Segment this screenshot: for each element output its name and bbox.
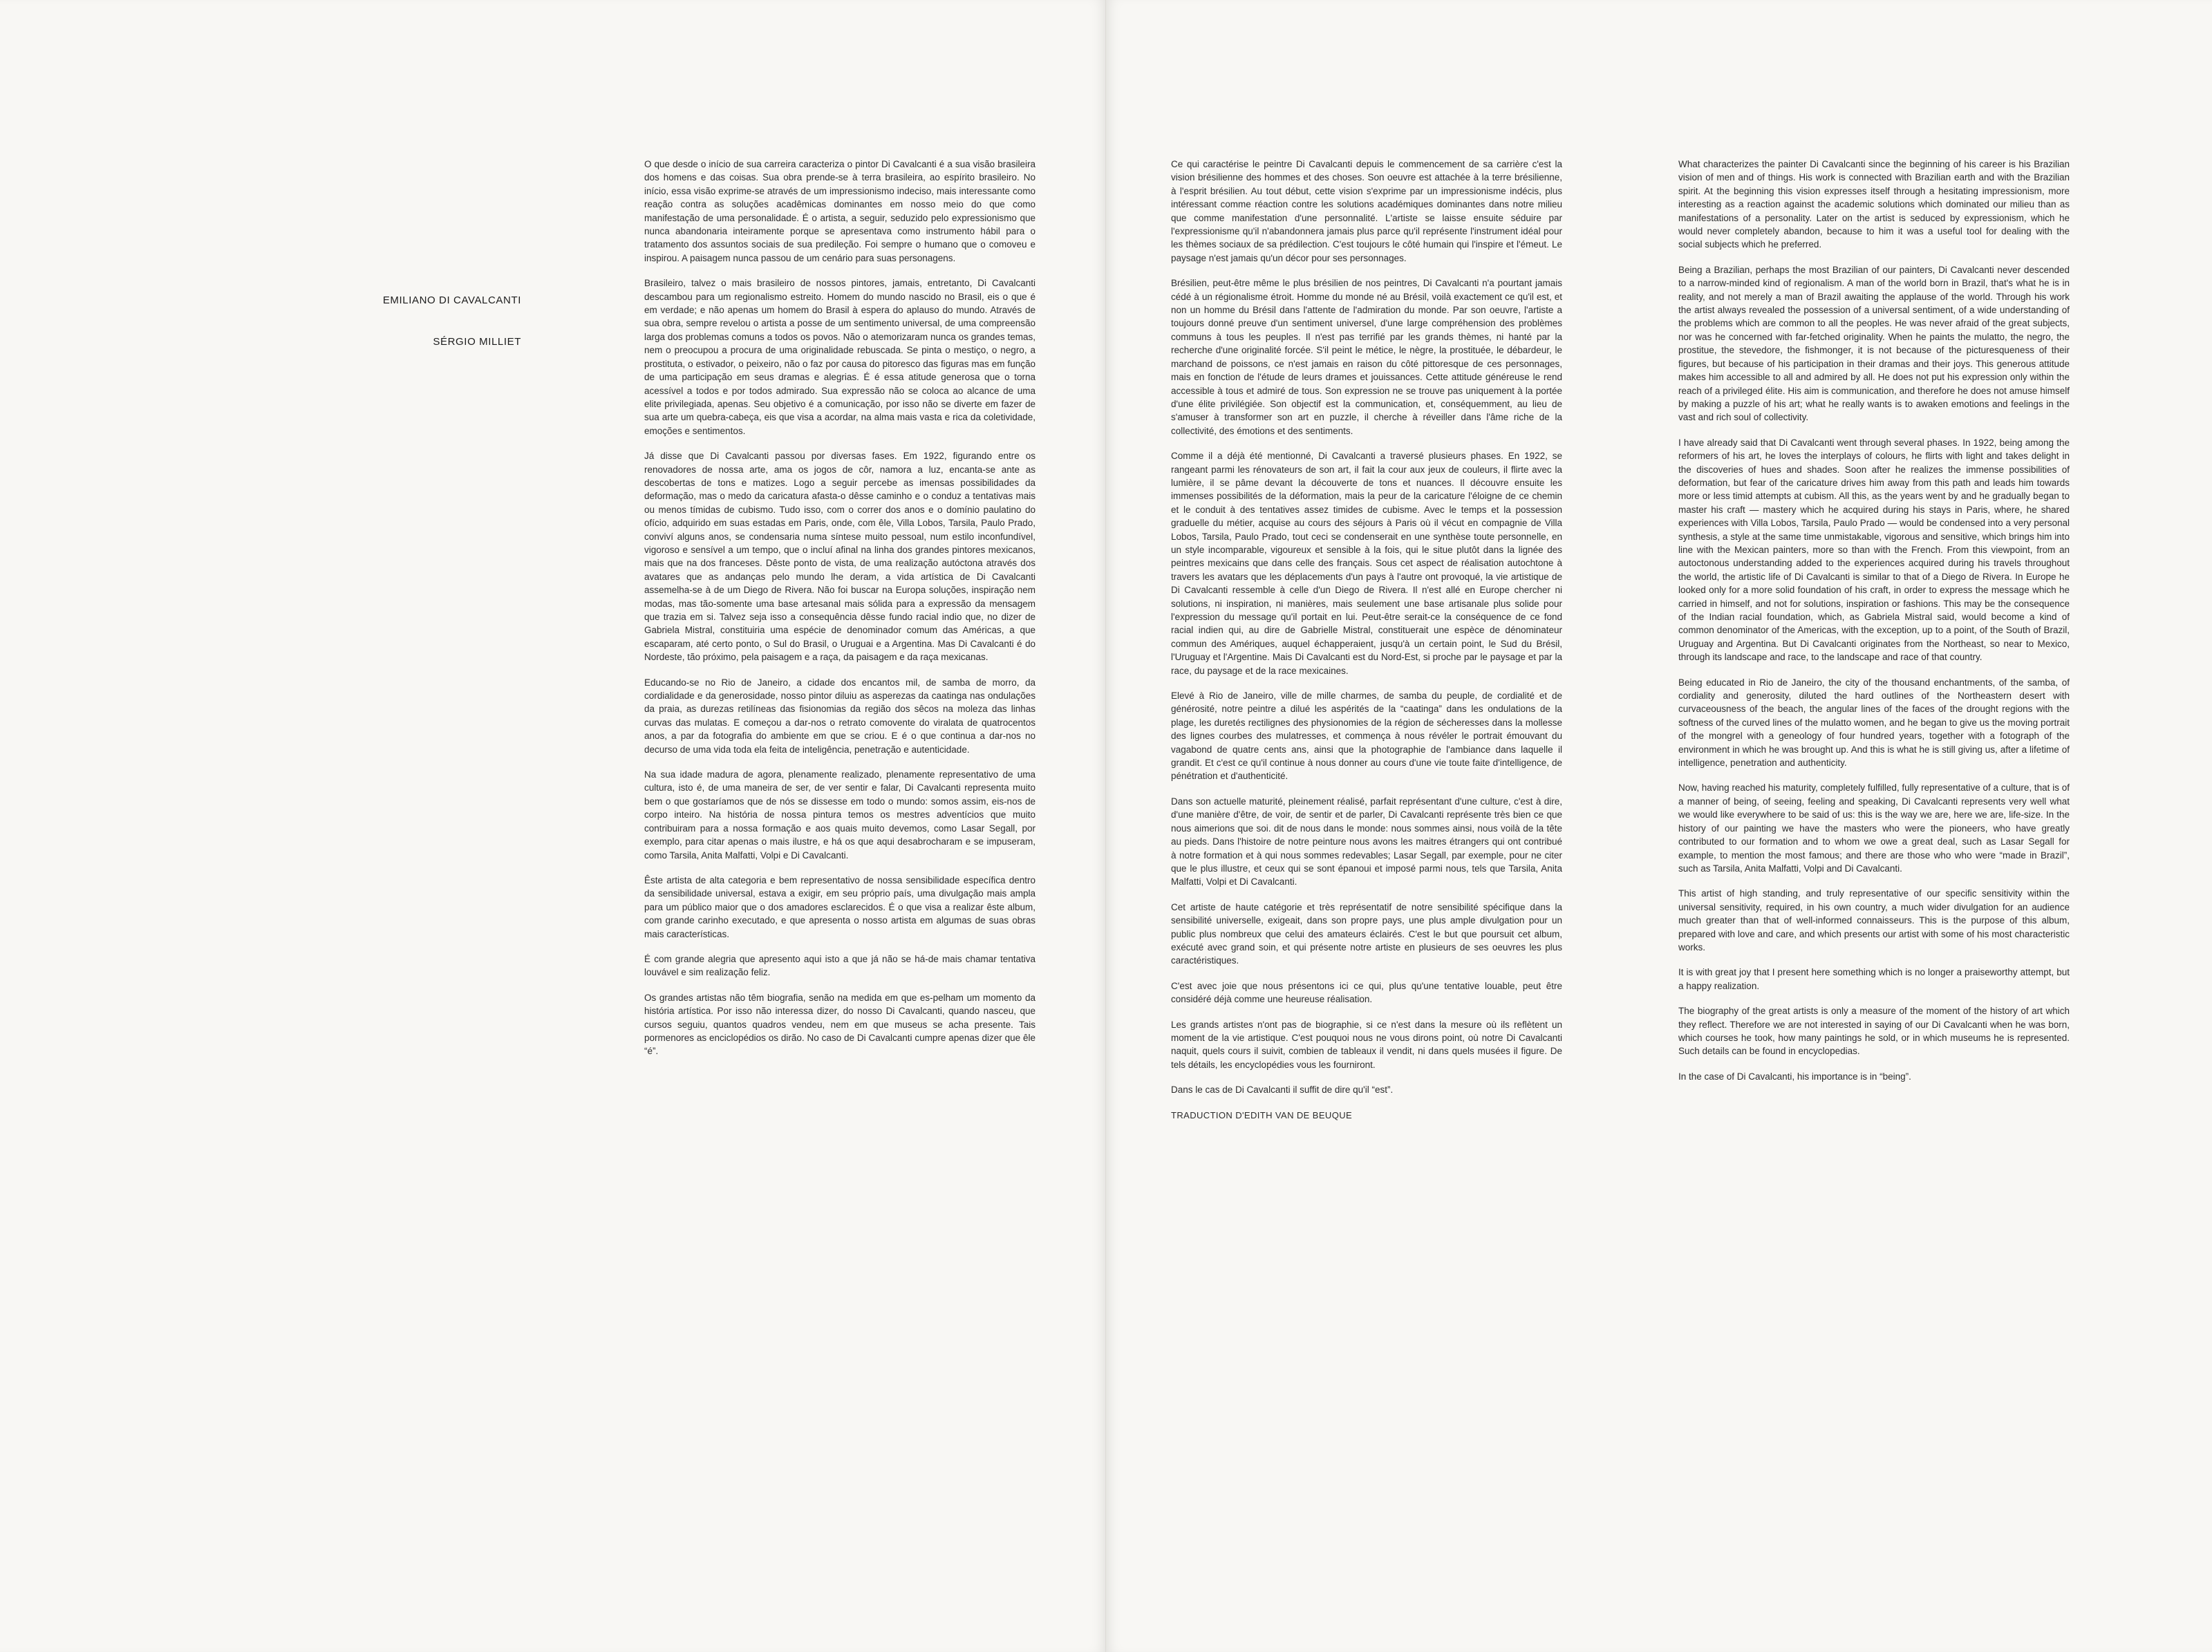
en-paragraph: In the case of Di Cavalcanti, his importance is in “being”. xyxy=(1678,1071,1911,1082)
artist-name-heading: EMILIANO DI CAVALCANTI xyxy=(382,294,521,306)
en-paragraph: Being educated in Rio de Janeiro, the city of the thousand enchantments, of the samba, of cordiality and generosity, diluted the hard outlines of the Northeastern desert with curvaceousness of the beach, the angular lines of the faces of the drought regions with the softness of the curved lines of the mulatto women, and he began to give us the moving portrait of the mongrel with a geneology of four hundred years, together with a fotograph of the environment in which he was brought up. And this is what he is still giving us, after a lifetime of intelligence, penetration and authenticity. xyxy=(1678,677,2070,769)
en-paragraph: This artist of high standing, and truly representative of our specific sensitivity within the universal sensitivity, required, in his own country, a much wider divulgation for an audience much greater than that of well-informed connaisseurs. This is the purpose of this album, prepared with love and care, and which presents our artist with some of his most characteristic works. xyxy=(1678,888,2070,952)
fr-paragraph: Brésilien, peut-être même le plus brésilien de nos peintres, Di Cavalcanti n'a pourtant jamais cédé à un régionalisme étroit. Homme du monde né au Brésil, voilà exactement ce qu'il est, et non un homme du Brésil dans l'attente de l'admiration du monde. Par son oeuvre, l'artiste a toujours donné preuve d'un sentiment universel, d'une large compréhension des problèmes communs à tous les peuples. Il n'est pas terrifié par les grands thèmes, ni hanté par la recherche d'une originalité forcée. S'il peint le métice, le nègre, la prostituée, le débardeur, le marchand de poissons, ce n'est jamais en raison du côté pittoresque de ces personnages, mais en fonction de l'étude de leurs drames et jouissances. Cette attitude généreuse le rend accessible à tous et admiré de tous. Son expression ne se trouve pas uniquement à la portée d'une élite privilégiée. Son objectif est la communication, et, conséquemment, au lieu de s'amuser à transformer son art en puzzle, il cherche à réveiller dans l'âme riche de la collectivité, des émotions et des sentiments. xyxy=(1171,278,1562,436)
fr-paragraph: Comme il a déjà été mentionné, Di Cavalcanti a traversé plusieurs phases. En 1922, se rangeant parmi les rénovateurs de son art, il fait la cour aux jeux de couleurs, il flirte avec la lumière, il se pâme devant la découverte de tons et nuances. Il découvre ensuite les immenses possibilités de la déformation, mais la peur de la caricature l'éloigne de ce chemin et le conduit à des tentatives assez timides de cubisme. Avec le temps et la possession graduelle du métier, acquise au cours des séjours à Paris où il vécut en compagnie de Villa Lobos, Tarsila, Paulo Prado, tout ceci se condenserait en une synthèse toute personnelle, en un style incomparable, vigoureux et sensible à la fois, qui le situe plutôt dans la lignée des peintres mexicains que dans celle des français. Sous cet aspect de réalisation autochtone à travers les avatars que les déplacements d'un pays à l'autre ont provoqué, la vie artistique de Di Cavalcanti ressemble à celle d'un Diego de Rivera. Il n'est allé en Europe chercher ni solutions, ni inspiration, ni manières, mais seulement une base artisanale plus solide pour l'expression du message qu'il portait en lui. Peut-être serait-ce la conséquence de ce fond racial indien qui, au dire de Gabrielle Mistral, constituerait une espèce de dénominateur commun des Amériques, auquel échapperaient, jusqu'à un certain point, le Sud du Brésil, l'Uruguay et l'Argentine. Mais Di Cavalcanti est du Nord-Est, si proche par le paysage et par la race, du paysage et de la race mexicaines. xyxy=(1171,451,1562,676)
pt-paragraph: Educando-se no Rio de Janeiro, a cidade dos encantos mil, de samba de morro, da cordialidade e da generosidade, nosso pintor diluiu as asperezas da caatinga nas ondulações da praia, as durezas retilíneas das fisionomias da região dos sêcos na moleza das linhas curvas das mulatas. E começou a dar-nos o retrato comovente do viralata de quatrocentos anos, a par da fotografia do ambiente em que se criou. E é o que continua a dar-nos no decurso de uma vida toda ela feita de inteligência, penetração e autenticidade. xyxy=(644,677,1035,755)
en-paragraph: I have already said that Di Cavalcanti went through several phases. In 1922, being among the reformers of his art, he loves the interplays of colours, he flirts with light and takes delight in the discoveries of hues and shades. Soon after he realizes the immense possibilities of deformation, but fear of the caricature drives him away from this path and leads him towards more or less timid attempts at cubism. All this, as the years went by and he gradually began to master his craft — mastery which he acquired during his stays in Paris, where, he shared experiences with Villa Lobos, Tarsila, Paulo Prado — would be condensed into a very personal synthesis, a style at the same time unmistakable, vigorous and sensitive, which brings him into line with the Mexican painters, more so than with the French. From this viewpoint, from an autoctonous understanding added to the experiences acquired during his travels throughout the world, the artistic life of Di Cavalcanti is similar to that of a Diego de Rivera. In Europe he looked only for a more solid foundation of his craft, in order to express the message which he carried in himself, and not for solutions, inspiration or fashions. This may be the consequence of the Indian racial foundation, which, as Gabriela Mistral said, would become a kind of common denominator of the Americas, with the exception, up to a point, of the South of Brazil, Uruguay and Argentina. But Di Cavalcanti originates from the Northeast, so near to Mexico, through its landscape and race, to the landscape and race of that country. xyxy=(1678,437,2070,663)
english-text-column xyxy=(1678,158,2070,1095)
fr-paragraph: Dans le cas de Di Cavalcanti il suffit de dire qu'il “est”. xyxy=(1171,1085,1394,1096)
pt-paragraph: Na sua idade madura de agora, plenamente realizado, plenamente representativo de uma cultura, isto é, de uma maneira de ser, de ver sentir e falar, Di Cavalcanti representa muito bem o que gostaríamos que de nós se dissesse em todo o mundo: somos assim, eis-nos de corpo inteiro. Na história de nossa pintura temos os mestres adventícios que muito contribuiram para a nossa formação e aos quais muito devemos, como Lasar Segall, por exemplo, para citar apenas o mais ilustre, e há os que aqui desabrocharam e se impuseram, como Tarsila, Anita Malfatti, Volpi e Di Cavalcanti. xyxy=(644,769,1035,861)
pt-paragraph: Brasileiro, talvez o mais brasileiro de nossos pintores, jamais, entretanto, Di Cavalcanti descambou para um regionalismo estreito. Homem do mundo nascido no Brasil, eis o que é em verdade; e não apenas um homem do Brasil à espera do aplauso do mundo. Através de sua obra, sempre revelou o artista a posse de um sentimento universal, de uma compreensão larga dos problemas comuns a todos os povos. Não o atemorizaram nunca os grandes temas, nem o preocupou a procura de uma originalidade rebuscada. Se pinta o mestiço, o negro, a prostituta, o estivador, o peixeiro, não o faz por causa do pitoresco das figuras mas em função de uma participação em seus dramas e alegrias. É é essa atitude generosa que o torna acessível a todos e por todos admirado. Sua expressão não se coloca ao alcance de uma elite privilegiada, apenas. Seu objetivo é a comunicação, por isso não se diverte em fazer de sua arte um quebra-cabeça, eis que visa a acordar, na alma mais vasta e rica da coletividade, emoções e sentimentos. xyxy=(644,278,1035,436)
translator-credit: TRADUCTION D'EDITH VAN DE BEUQUE xyxy=(1171,1109,1353,1120)
fr-paragraph: C'est avec joie que nous présentons ici ce qui, plus qu'une tentative louable, peut être considéré déjà comme une heureuse réalisation. xyxy=(1171,980,1562,1005)
fr-paragraph: Cet artiste de haute catégorie et très représentatif de notre sensibilité spécifique dans la sensibilité universelle, exigeait, dans son propre pays, une plus ample divulgation pour un public plus nombreux que celui des amateurs éclairés. C'est le but que poursuit cet album, exécuté avec grand soin, et qui présente notre artiste en plusieurs de ses oeuvres les plus caractéristiques. xyxy=(1171,901,1562,966)
en-paragraph: The biography of the great artists is only a measure of the moment of the history of art which they reflect. Therefore we are not interested in saying of our Di Cavalcanti when he was born, which courses he took, how many paintings he sold, or in which museums he is represented. Such details can be found in encyclopedias. xyxy=(1678,1006,2070,1057)
fr-paragraph: Elevé à Rio de Janeiro, ville de mille charmes, de samba du peuple, de cordialité et de générosité, notre peintre a dilué les aspérités de la “caatinga” dans les ondulations de la plage, les duretés rectilignes des physionomies de la région de sécheresses dans la mollesse des lignes courbes des mulatresses, et commença à nous révéler le portrait émouvant du vagabond de quatre cents ans, ainsi que la photographie de l'ambiance dans laquelle il grandit. Et c'est ce qu'il continue à nous donner au cours d'une vie toute faite d'intelligence, de pénétration et d'authenticité. xyxy=(1171,691,1562,782)
en-paragraph: It is with great joy that I present here something which is no longer a praiseworthy attempt, but a happy realization. xyxy=(1678,967,2070,991)
pt-paragraph: Os grandes artistas não têm biografia, senão na medida em que es-pelham um momento da história artística. Por isso não interessa dizer, do nosso Di Cavalcanti, quando nasceu, que cursos seguiu, quantos quadros vendeu, nem em que museus se acha presente. Tais pormenores as enciclopédios os dirão. No caso de Di Cavalcanti cumpre apenas dizer que êle “é”. xyxy=(644,992,1035,1057)
fr-paragraph: Les grands artistes n'ont pas de biographie, si ce n'est dans la mesure où ils reflètent un moment de la vie artistique. C'est pouquoi nous ne vous dirons point, où notre Di Cavalcanti naquit, quels cours il suivit, combien de tableaux il vendit, ni dans quels musées il figure. De tels détails, les encyclopédies vous les fourniront. xyxy=(1171,1019,1562,1070)
pt-paragraph: O que desde o início de sua carreira caracteriza o pintor Di Cavalcanti é a sua visão brasileira dos homens e das coisas. Sua obra prende-se à terra brasileira, ao espírito brasileiro. No início, essa visão exprime-se através de um impressionismo indeciso, mais interessante como reação contra as soluções acadêmicas dominantes em nosso meio do que como manifestação de uma personalidade. É o artista, a seguir, seduzido pelo expressionismo que nunca abandonaria inteiramente porque se apresentava como instrumento hábil para o tratamento dos assuntos sociais de sua predileção. Foi sempre o humano que o comoveu e inspirou. A paisagem nunca passou de um cenário para suas personagens. xyxy=(644,159,1035,263)
pt-paragraph: É com grande alegria que apresento aqui isto a que já não se há-de mais chamar tentativa louvável e sim realização feliz. xyxy=(644,953,1035,978)
pt-paragraph: Já disse que Di Cavalcanti passou por diversas fases. Em 1922, figurando entre os renovadores de nossa arte, ama os jogos de côr, namora a luz, encanta-se ante as descobertas de tons e matizes. Logo a seguir percebe as imensas possibilidades da deformação, mas o medo da caricatura afasta-o dêsse caminho e o conduz a tentativas mais ou menos tímidas de cubismo. Tudo isso, com o correr dos anos e o domínio paulatino do ofício, adquirido em suas estadas em Paris, onde, com êle, Villa Lobos, Tarsila, Paulo Prado, conviví alguns anos, se condensaria numa síntese muito pessoal, num estilo inconfundível, vigoroso e sensível a um tempo, que o incluí afinal na linha dos grandes pintores mexicanos, mais que na dos franceses. Dêste ponto de vista, de uma realização autóctona através dos avatares que as andanças pelo mundo lhe deram, a vida artística de Di Cavalcanti assemelha-se à de um Diego de Rivera. Não foi buscar na Europa soluções, inspiração nem modas, mas tão-somente uma base artesanal mais sólida para a expressão da mensagem que trazia em si. Talvez seja isso a consequência dêsse fundo racial indio que, no dizer de Gabriela Mistral, constituiria uma espécie de denominador comum das Américas, a que escaparam, até certo ponto, o Sul do Brasil, o Uruguai e a Argentina. Mas Di Cavalcanti é do Nordeste, tão próximo, pela paisagem e a raça, da paisagem e da raça mexicanas. xyxy=(644,451,1035,663)
pt-paragraph: Êste artista de alta categoria e bem representativo de nossa sensibilidade específica dentro da sensibilidade universal, estava a exigir, em seu próprio país, uma divulgação mais ampla para um público maior que o dos amadores esclarecidos. É o que visa a realizar êste album, com grande carinho executado, e que apresenta o nosso artista em algumas de suas obras mais características. xyxy=(644,874,1035,939)
en-paragraph: What characterizes the painter Di Cavalcanti since the beginning of his career is his Brazilian vision of men and of things. His work is connected with Brazilian earth and with the Brazilian spirit. At the beginning this vision expresses itself through a hesitating impressionism, more interesting as a reaction against the academic solutions which dominated our milieu than as manifestations of a personality. Later on the artist is seduced by expressionism, which he would never completely abandon, because to him it was a useful tool for dealing with the social subjects which he preferred. xyxy=(1678,159,2070,250)
french-text-column xyxy=(1171,158,1562,1134)
page-fold xyxy=(1105,0,1107,1652)
en-paragraph: Being a Brazilian, perhaps the most Brazilian of our painters, Di Cavalcanti never descended to a narrow-minded kind of regionalism. A man of the world born in Brazil, that's what he is in reality, and not merely a man of Brazil awaiting the applause of the world. Through his work the artist always revealed the possession of a universal sentiment, of a wide understanding of the problems which are common to all the peoples. He was never afraid of the great subjects, nor was he concerned with far-fetched originality. When he paints the mulatto, the negro, the prostitue, the stevedore, the fishmonger, it is not because of the picturesqueness of their figures, but because of his participation in their dramas and their joys. This generous attitude makes him accessible to all and admired by all. He does not put his expression only within the reach of a privileged élite. His aim is communication, and therefore he does not amuse himself by making a puzzle of his art; what he really wants is to awaken emotions and feelings in the vast and rich soul of collectivity. xyxy=(1678,264,2070,423)
fr-paragraph: Dans son actuelle maturité, pleinement réalisé, parfait représentant d'une culture, c'est à dire, d'une manière d'être, de voir, de sentir et de parler, Di Cavalcanti représente très bien ce que nous aimerions que soi. dit de nous dans le monde: nous sommes ainsi, nous voilà de la tête au pieds. Dans l'histoire de notre peinture nous avons les maitres étrangers qui ont contribué à notre formation et à qui nous sommes redevables; Lasar Segall, par exemple, pour ne citer que le plus illustre, et ceux qui se sont épanoui et imposé parmi nous, tels que Tarsila, Anita Malfatti, Volpi et Di Cavalcanti. xyxy=(1171,796,1562,888)
portuguese-text-column xyxy=(644,158,1035,1070)
essay-author-name: SÉRGIO MILLIET xyxy=(433,336,521,348)
en-paragraph: Now, having reached his maturity, completely fulfilled, fully representative of a culture, that is of a manner of being, of seeing, feeling and speaking, Di Cavalcanti represents very well what we would like everywhere to be said of us: this is the way we are, here we are, life-size. In the history of our painting we have the masters who were the pioneers, who have greatly contributed to our formation and to whom we owe a great deal, such as Lasar Segall for example, to mention the most famous; and there are those who who were “made in Brazil”, such as Tarsila, Anita Malfatti, Volpi and Di Cavalcanti. xyxy=(1678,782,2070,874)
fr-paragraph: Ce qui caractérise le peintre Di Cavalcanti depuis le commencement de sa carrière c'est la vision brésilienne des hommes et des choses. Son oeuvre est attachée à la terre brésilienne, à l'esprit brésilien. Au tout début, cette vision s'exprime par un impressionisme indécis, plus intéressant comme réaction contre les solutions académiques dominantes dans notre milieu que comme manifestation d'une personnalité. L'artiste se laisse ensuite séduire par l'expressionisme qu'il n'abandonnera jamais plus parce qu'il représente l'instrument idéal pour les thèmes sociaux de sa prédilection. C'est toujours le côté humain qui l'inspire et l'émeut. Le paysage n'est jamais qu'un décor pour ses personnages. xyxy=(1171,159,1562,263)
